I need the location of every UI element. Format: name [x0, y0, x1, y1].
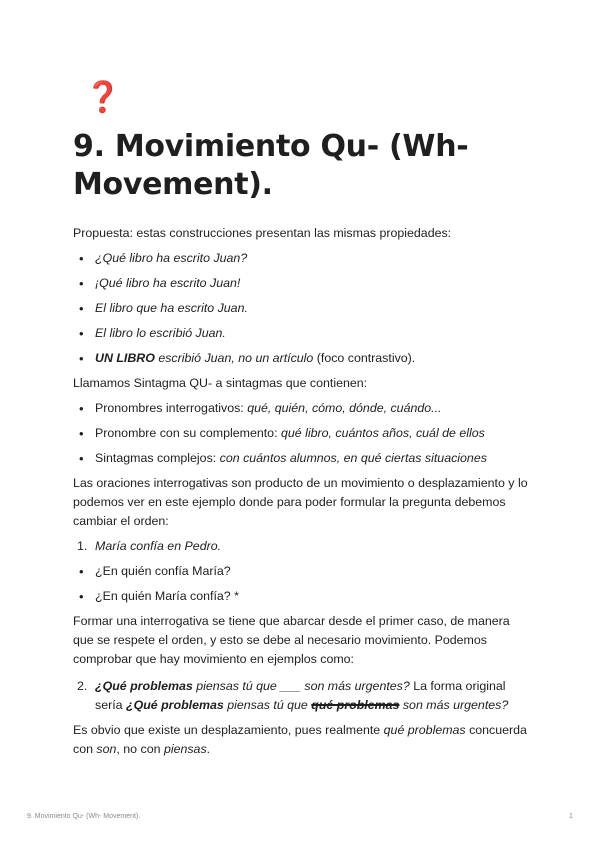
- example-bold-text: ¿Qué problemas: [126, 698, 224, 712]
- list-item: [73, 249, 533, 268]
- conclusion-text: , no con: [116, 742, 164, 756]
- example-text: escribió Juan, no un artículo: [154, 351, 314, 365]
- item-label: Pronombre con su complemento:: [95, 426, 281, 440]
- item-label: Sintagmas complejos:: [95, 451, 220, 465]
- strikethrough-text: qué problemas: [311, 698, 400, 712]
- item-number: 2.: [77, 679, 88, 693]
- conclusion-text: concuerda con: [73, 723, 527, 756]
- item-number: 1.: [77, 539, 88, 553]
- list-item: [73, 299, 533, 318]
- list-item: [73, 677, 533, 715]
- abarcar-paragraph: Formar una interrogativa se tiene que abarcar desde el primer caso, de manera que se respete el orden, y esto se debe al necesario movimiento. Podemos comprobar que hay movimiento en ejemplos como:: [73, 614, 510, 666]
- example-text: piensas tú que: [223, 698, 312, 712]
- conclusion-italic: qué problemas: [383, 723, 466, 737]
- list-item: [73, 274, 533, 293]
- example-text: La forma original sería: [95, 679, 506, 712]
- example-text: son más urgentes?: [399, 698, 509, 712]
- example-text: María confía en Pedro.: [95, 539, 222, 553]
- example2-list: [73, 677, 533, 715]
- example-text: ¡Qué libro ha escrito Juan!: [95, 276, 241, 290]
- page-number: 1: [569, 813, 573, 820]
- intro-paragraph: Propuesta: estas construcciones presentan las mismas propiedades:: [73, 226, 452, 240]
- list-item: [73, 349, 533, 368]
- conclusion-paragraph: [73, 721, 533, 759]
- example-text: ¿Qué libro ha escrito Juan?: [95, 251, 248, 265]
- example-text: piensas tú que ___ son más urgentes?: [192, 679, 410, 693]
- example-text: ¿En quién María confía? *: [95, 589, 239, 603]
- list-item: [73, 399, 533, 418]
- document-body: [73, 224, 533, 759]
- question-mark-icon: ❓: [84, 80, 122, 115]
- list-item: [73, 324, 533, 343]
- list-item: [73, 424, 533, 443]
- sq-list: [73, 399, 533, 468]
- page-title: 9. Movimiento Qu- (Wh-Movement).: [73, 129, 469, 202]
- order-list: [73, 537, 533, 606]
- list-item: [73, 562, 533, 581]
- list-item: [73, 537, 533, 556]
- item-value: qué, quién, cómo, dónde, cuándo...: [247, 401, 442, 415]
- item-value: con cuántos alumnos, en qué ciertas situaciones: [219, 451, 487, 465]
- item-value: qué libro, cuántos años, cuál de ellos: [280, 426, 485, 440]
- example-text: El libro lo escribió Juan.: [95, 326, 226, 340]
- movement-paragraph: Las oraciones interrogativas son producto de un movimiento o desplazamiento y lo podemos ver en este ejemplo donde para poder formular la pregunta debemos cambiar el orden:: [73, 476, 528, 528]
- example-text: El libro que ha escrito Juan.: [95, 301, 248, 315]
- examples-list: [73, 249, 533, 368]
- conclusion-italic: piensas: [163, 742, 207, 756]
- conclusion-text: .: [206, 742, 211, 756]
- list-item: [73, 449, 533, 468]
- conclusion-italic: son: [96, 742, 117, 756]
- example-text: ¿En quién confía María?: [95, 564, 231, 578]
- list-item: [73, 587, 533, 606]
- example-note: (foco contrastivo).: [313, 351, 416, 365]
- sq-intro-paragraph: Llamamos Sintagma QU- a sintagmas que contienen:: [73, 376, 368, 390]
- example-bold-text: ¿Qué problemas: [95, 679, 193, 693]
- conclusion-text: Es obvio que existe un desplazamiento, pues realmente: [73, 723, 384, 737]
- example-bold-text: UN LIBRO: [95, 351, 155, 365]
- item-label: Pronombres interrogativos:: [95, 401, 248, 415]
- footer-title: 9. Movimiento Qu- (Wh- Movement).: [27, 813, 141, 820]
